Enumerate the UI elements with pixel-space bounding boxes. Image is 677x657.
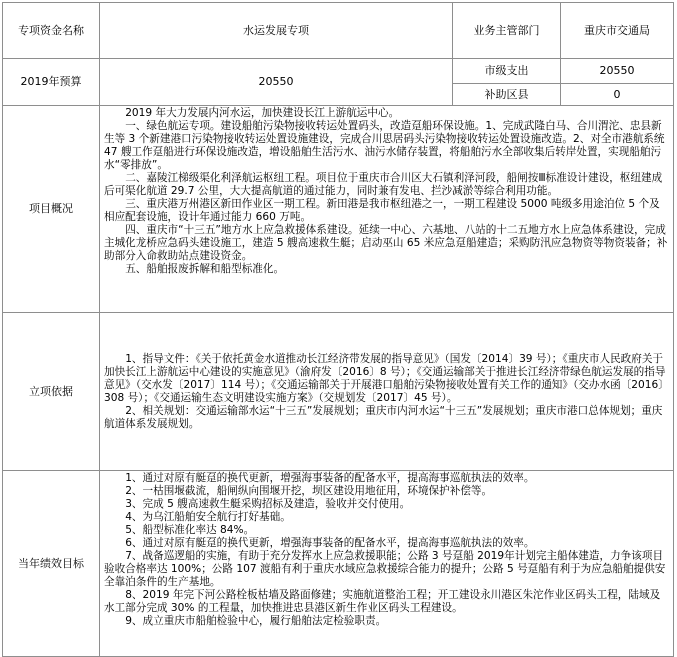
city-expense-label: 市级支出 (453, 59, 561, 84)
header-row (3, 3, 674, 59)
overview-paragraph: 三、重庆港万州港区新田作业区一期工程。新田港是我市枢纽港之一，一期工程建设 5000 吨级多用途泊位 5 个及相应配套设施，设计年通过能力 660 万吨。 (104, 198, 660, 223)
overview-paragraph: 2019 年大力发展内河水运，加快建设长江上游航运中心。 (125, 107, 400, 119)
county-subsidy-value: 0 (561, 84, 674, 106)
goals-paragraph: 8、2019 年完下河公路栓板枯墙及路面修建；实施航道整治工程；开工建设永川港区朱沱作业区码头工程，陆域及水工部分完成 30% 的工程量，加快推进忠县港区新生作业区码头工程建设。 (104, 589, 661, 614)
goals-paragraph: 7、战备巡逻船的实施，有助于充分发挥水上应急救援职能；公路 3 号趸船 2019年计划完主船体建造，力争该项目验收合格率达 100%；公路 107 渡船有利于重庆水域应急救援综合能力的提升；公路 5 号趸船有利于为应急船舶提供安全靠泊条件的生产基地。 (104, 550, 666, 588)
overview-content (100, 106, 674, 313)
overview-row (3, 106, 674, 313)
goals-paragraph: 6、通过对原有艇趸的换代更新，增强海事装备的配备水平，提高海事巡航执法的效率。 (125, 537, 535, 549)
overview-paragraph: 五、船舶报废拆解和船型标准化。 (125, 263, 285, 275)
goals-paragraph: 3、完成 5 艘高速救生艇采购招标及建造，验收并交付使用。 (125, 498, 411, 510)
budget-value: 20550 (100, 59, 453, 106)
goals-content (100, 471, 674, 657)
basis-label: 立项依据 (3, 313, 100, 471)
department-label: 业务主管部门 (453, 3, 561, 59)
goals-paragraph: 2、一枯围堰截流，船闸纵向围堰开挖，坝区建设用地征用，环境保护补偿等。 (125, 485, 493, 497)
fund-name-label: 专项资金名称 (3, 3, 100, 59)
overview-paragraph: 二、嘉陵江梯级渠化利泽航运枢纽工程。项目位于重庆市合川区大石镇利泽河段，船闸按Ⅲ标准设计建设，枢纽建成后可渠化航道 29.7 公里，大大提高航道的通过能力，同时兼有发电、拦沙减淤等综合利用功能。 (104, 172, 663, 197)
budget-row-city (3, 59, 674, 84)
budget-label: 2019年预算 (3, 59, 100, 106)
county-subsidy-label: 补助区县 (453, 84, 561, 106)
basis-paragraph: 2、相关规划：交通运输部水运“十三五”发展规划；重庆市内河水运“十三五”发展规划；重庆市港口总体规划；重庆航道体系发展规划。 (104, 404, 663, 430)
overview-paragraph: 四、重庆市“十三五”地方水上应急救援体系建设。延续一中心、六基地、八站的十二五地方水上应急体系建设，完成主城化龙桥应急码头建设施工，建造 5 艘高速救生艇；启动巫山 65 米应急趸船建造；采购防汛应急物资等物资装备；补助部分入命救助站点建设资金。 (104, 224, 668, 262)
overview-label: 项目概况 (3, 106, 100, 313)
department-value: 重庆市交通局 (561, 3, 674, 59)
overview-paragraph: 一、绿色航运专项。建设船舶污染物接收转运处置码头，改造趸船环保设施。1、完成武隆白马、合川渭沱、忠县新生等 3 个新建港口污染物接收转运处置设施建设，完成合川思居码头污染物接收转运处置设施改造。2、对全市港航系统 47 艘工作趸船进行环保设施改造，增设船舶生活污水、油污水储存装置，将船舶污水全部收集后转岸处置，实现船舶污水“零排放”。 (104, 120, 665, 171)
city-expense-value: 20550 (561, 59, 674, 84)
basis-paragraph: 1、指导文件：《关于依托黄金水道推动长江经济带发展的指导意见》（国发〔2014〕39 号）；《重庆市人民政府关于加快长江上游航运中心建设的实施意见》（渝府发〔2016〕8 号）；《交通运输部关于推进长江经济带绿色航运发展的指导意见》（交水发〔2017〕114 号）；《交通运输部关于开展港口船舶污染物接收处置有关工作的通知》（交办水函〔2016〕308 号）；《交通运输生态文明建设实施方案》（交规划发〔2017〕45 号）。 (104, 352, 669, 404)
basis-content (100, 313, 674, 471)
goals-paragraph: 1、通过对原有艇趸的换代更新，增强海事装备的配备水平，提高海事巡航执法的效率。 (125, 472, 535, 484)
basis-row (3, 313, 674, 471)
goals-paragraph: 4、为乌江船舶安全航行打好基础。 (125, 511, 291, 523)
goals-label: 当年绩效目标 (3, 471, 100, 657)
goals-row (3, 471, 674, 657)
fund-name-value: 水运发展专项 (100, 3, 453, 59)
fund-table (2, 2, 674, 657)
goals-paragraph: 9、成立重庆市船舶检验中心，履行船舶法定检验职责。 (125, 615, 387, 627)
goals-paragraph: 5、船型标准化率达 84%。 (125, 524, 255, 536)
